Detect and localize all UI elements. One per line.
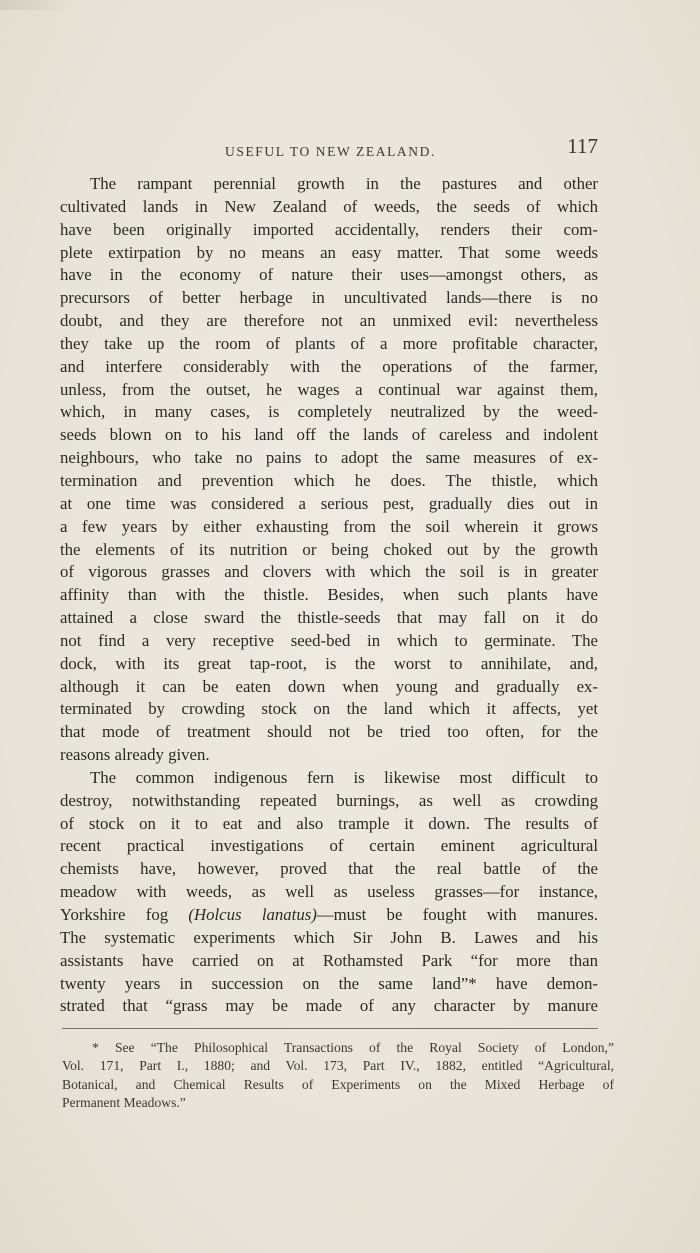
text-line: chemists have, however, proved that the real battle of the <box>60 859 598 879</box>
text-line: that mode of treatment should not be tried too often, for the <box>60 722 598 742</box>
text-line: affinity than with the thistle. Besides, when such plants have <box>60 585 598 605</box>
text-line: of stock on it to eat and also trample it down. The results of <box>60 813 598 833</box>
text-line: meadow with weeds, as well as useless grasses—for instance, <box>60 882 598 902</box>
text-line: strated that “grass may be made of any character by manure <box>60 996 598 1016</box>
text-line: and interfere considerably with the operations of the farmer, <box>60 356 598 376</box>
text-line: termination and prevention which he does. The thistle, which <box>60 470 598 490</box>
text-line: have in the economy of nature their uses—amongst others, as <box>60 265 598 285</box>
text-line: reasons already given. <box>60 745 210 765</box>
text-fragment: —must be fought with manures. <box>316 905 598 924</box>
text-line: seeds blown on to his land off the lands of careless and indolent <box>60 425 598 445</box>
text-line: precursors of better herbage in uncultivated lands—there is no <box>60 288 598 308</box>
footnote-line: * See “The Philosophical Transactions of the Royal Society of London,” <box>92 1040 614 1055</box>
page-number: 117 <box>567 134 598 158</box>
text-line: of vigorous grasses and clovers with which the soil is in greater <box>60 562 598 582</box>
text-line: recent practical investigations of certain eminent agricultural <box>60 836 598 856</box>
text-line: have been originally imported accidentally, renders their com- <box>60 219 598 239</box>
text-line: The common indigenous fern is likewise most difficult to <box>90 767 598 787</box>
footnote-rule <box>62 1028 598 1029</box>
running-head: USEFUL TO NEW ZEALAND. <box>225 144 436 159</box>
text-line-holcus <box>60 904 598 927</box>
text-line: attained a close sward the thistle-seeds that may fall on it do <box>60 608 598 628</box>
text-line: The systematic experiments which Sir John B. Lawes and his <box>60 927 598 947</box>
text-line: although it can be eaten down when young and gradually ex- <box>60 676 598 696</box>
paragraph-1 <box>60 173 598 767</box>
footnote <box>62 1039 614 1113</box>
text-line: twenty years in succession on the same land”* have demon- <box>60 973 598 993</box>
text-line: unless, from the outset, he wages a continual war against them, <box>60 379 598 399</box>
text-line: assistants have carried on at Rothamsted Park “for more than <box>60 950 598 970</box>
page-corner-stain <box>0 0 70 10</box>
footnote-line: Permanent Meadows.” <box>62 1095 186 1111</box>
text-line: they take up the room of plants of a more profitable character, <box>60 333 598 353</box>
text-line: at one time was considered a serious pest, gradually dies out in <box>60 493 598 513</box>
italic-species-name: (Holcus lanatus) <box>188 905 317 924</box>
page-header <box>60 134 600 164</box>
footnote-line: Botanical, and Chemical Results of Experiments on the Mixed Herbage of <box>62 1076 614 1092</box>
footnote-line: Vol. 171, Part I., 1880; and Vol. 173, Part IV., 1882, entitled “Agricultural, <box>62 1058 614 1074</box>
text-line: doubt, and they are therefore not an unmixed evil: nevertheless <box>60 311 598 331</box>
text-line: a few years by either exhausting from the soil wherein it grows <box>60 516 598 536</box>
text-line: plete extirpation by no means an easy matter. That some weeds <box>60 242 598 262</box>
text-fragment: Yorkshire fog <box>60 905 189 924</box>
text-line: neighbours, who take no pains to adopt the same measures of ex- <box>60 448 598 468</box>
text-line: terminated by crowding stock on the land which it affects, yet <box>60 699 598 719</box>
text-line: not find a very receptive seed-bed in which to germinate. The <box>60 630 598 650</box>
text-line: destroy, notwithstanding repeated burnings, as well as crowding <box>60 790 598 810</box>
text-line: the elements of its nutrition or being choked out by the growth <box>60 539 598 559</box>
text-line: cultivated lands in New Zealand of weeds, the seeds of which <box>60 196 598 216</box>
text-line: The rampant perennial growth in the pastures and other <box>90 174 598 193</box>
paragraph-2 <box>60 767 598 1018</box>
text-line: which, in many cases, is completely neutralized by the weed- <box>60 402 598 422</box>
body-text <box>60 173 598 1018</box>
text-line: dock, with its great tap-root, is the worst to annihilate, and, <box>60 653 598 673</box>
